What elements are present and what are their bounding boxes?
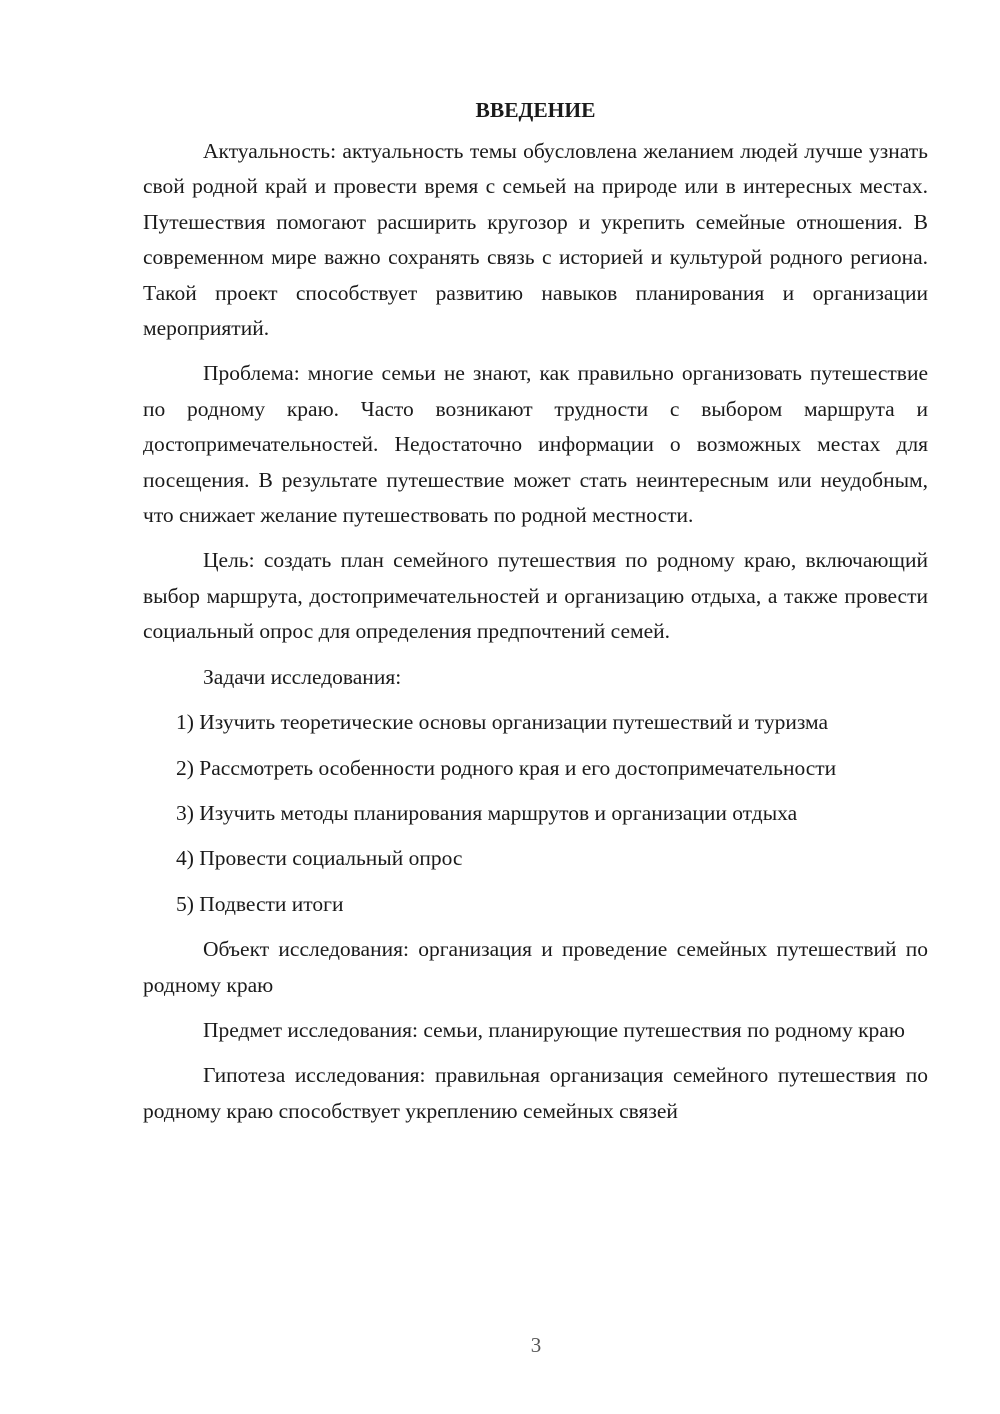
paragraph-subject: Предмет исследования: семьи, планирующие путешествия по родному краю [203,1017,905,1042]
task-item-3: 3) Изучить методы планирования маршрутов и организации отдыха [176,800,798,825]
task-item-5: 5) Подвести итоги [176,891,344,916]
task-item-4: 4) Провести социальный опрос [176,846,463,871]
paragraph-hypothesis: Гипотеза исследования: правильная организация семейного путешествия по родному краю способствует укреплению семейных связей [143,1063,928,1123]
task-item-2: 2) Рассмотреть особенности родного края и его достопримечательности [176,755,837,780]
paragraph-goal: Цель: создать план семейного путешествия по родному краю, включающий выбор маршрута, достопримечательностей и организацию отдыха, а также провести социальный опрос для определения предпочтений семей. [143,548,928,644]
paragraph-relevance: Актуальность: актуальность темы обусловлена желанием людей лучше узнать свой родной край и провести время с семьей на природе или в интересных местах. Путешествия помогают расширить кругозор и укрепить семейные отношения. В современном мире важно сохранять связь с историей и культурой родного региона. Такой проект способствует развитию навыков планирования и организации мероприятий. [143,139,928,341]
page-number: 3 [530,1333,542,1357]
document-page [143,94,928,1129]
paragraph-problem: Проблема: многие семьи не знают, как правильно организовать путешествие по родному краю. Часто возникают трудности с выбором маршрута и достопримечательностей. Недостаточно информации о возможных местах для посещения. В результате путешествие может стать неинтересным или неудобным, что снижает желание путешествовать по родной местности. [143,361,928,528]
tasks-heading: Задачи исследования: [203,664,402,689]
paragraph-object: Объект исследования: организация и проведение семейных путешествий по родному краю [143,937,928,997]
task-item-1: 1) Изучить теоретические основы организации путешествий и туризма [176,710,829,735]
section-title: ВВЕДЕНИЕ [475,98,596,122]
